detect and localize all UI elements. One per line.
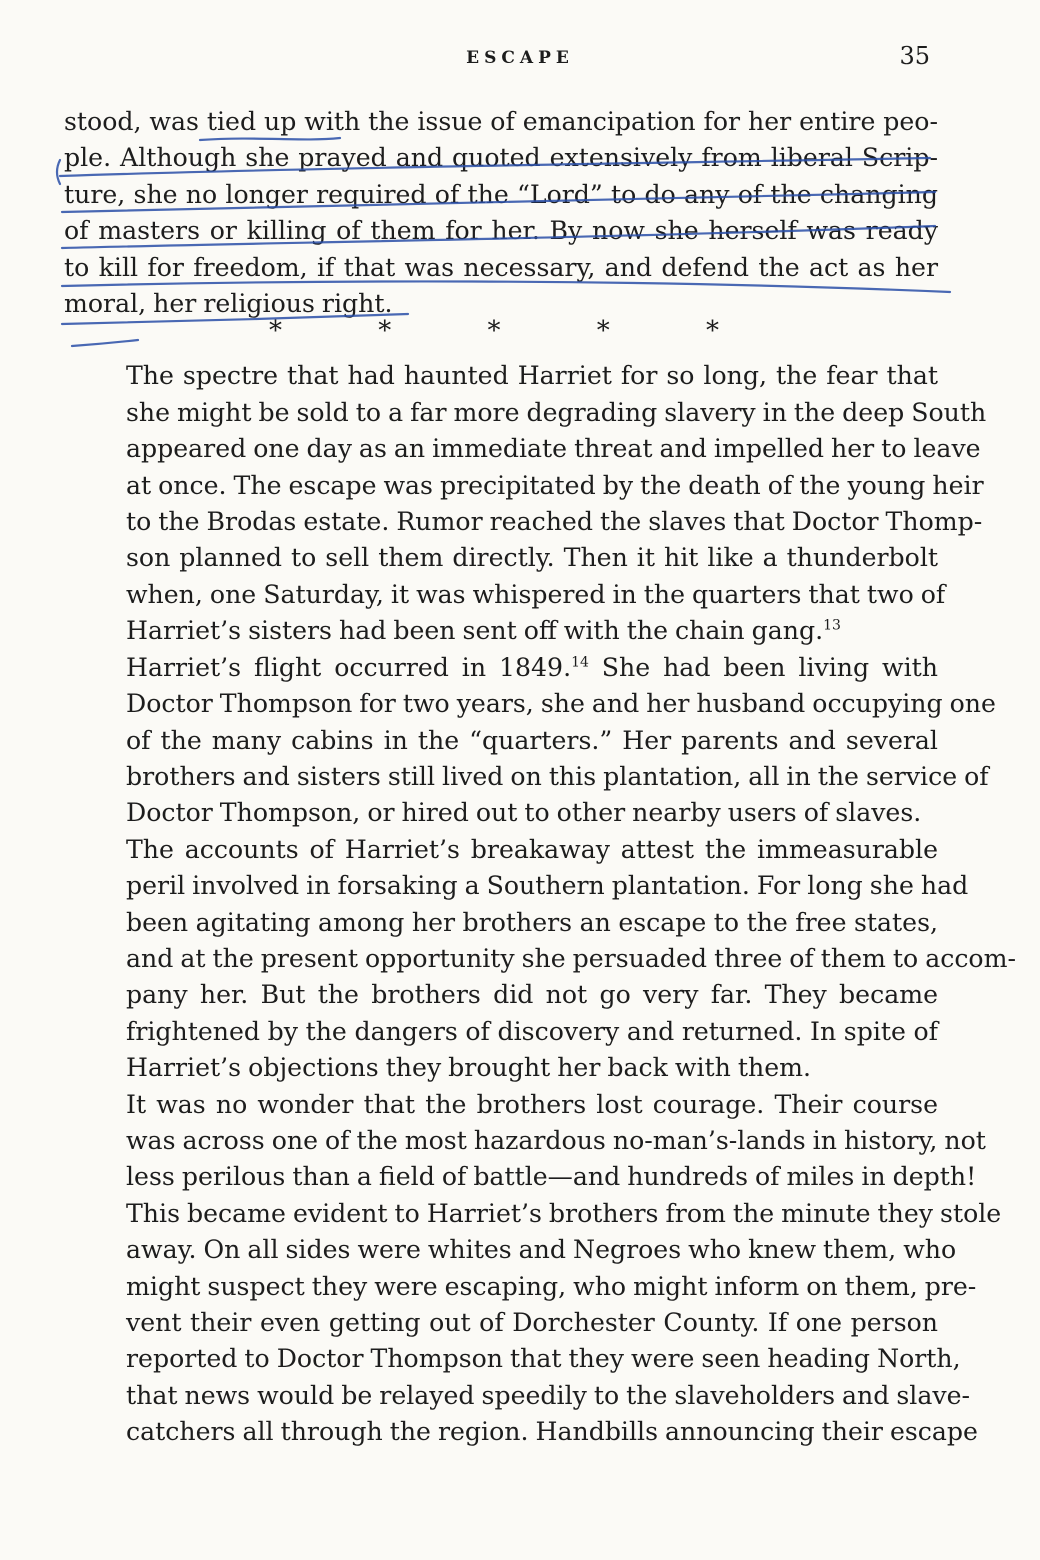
text-line: to kill for freedom, if that was necessary, and defend the act as her <box>64 252 938 282</box>
footnote-ref-14: 14 <box>571 654 589 671</box>
text-line: at once. The escape was precipitated by the death of the young heir <box>126 470 984 500</box>
text-line: pany her. But the brothers did not go very far. They became <box>126 980 938 1010</box>
text-line: It was no wonder that the brothers lost courage. Their course <box>126 1089 938 1119</box>
asterisk: * <box>487 316 501 347</box>
line-text: She had been living with <box>588 652 938 682</box>
paragraph-1 <box>64 104 938 322</box>
text-line: less perilous than a field of battle—and hundreds of miles in depth! <box>126 1162 977 1192</box>
text-line: The accounts of Harriet’s breakaway attest the immeasurable <box>126 834 938 864</box>
text-line <box>64 650 938 686</box>
asterisk: * <box>706 316 719 347</box>
text-line: This became evident to Harriet’s brothers from the minute they stole <box>126 1198 1002 1228</box>
paragraph-4 <box>64 832 1016 1087</box>
text-line <box>64 613 938 649</box>
text-line: and at the present opportunity she persuaded three of them to accom- <box>126 943 1016 973</box>
asterisk: * <box>269 316 282 347</box>
asterisk: * <box>596 316 610 347</box>
text-line: been agitating among her brothers an escape to the free states, <box>126 907 938 937</box>
line-text: Harriet’s flight occurred in 1849. <box>126 652 572 682</box>
text-line: Doctor Thompson for two years, she and her husband occupying one <box>126 689 996 719</box>
text-line: ture, she no longer required of the “Lord” to do any of the changing <box>64 179 938 209</box>
text-line: of masters or killing of them for her. By now she herself was ready <box>64 216 938 246</box>
text-line: stood, was tied up with the issue of emancipation for her entire peo- <box>64 107 938 136</box>
text-line: of the many cabins in the “quarters.” Her parents and several <box>126 725 938 755</box>
text-line: was across one of the most hazardous no-man’s-lands in history, not <box>126 1125 986 1155</box>
ink-bracket <box>57 160 60 184</box>
text-line: to the Brodas estate. Rumor reached the slaves that Doctor Thomp- <box>126 507 983 537</box>
text-line: Harriet’s objections they brought her back with them. <box>126 1053 811 1083</box>
text-line: when, one Saturday, it was whispered in the quarters that two of <box>126 579 946 609</box>
text-line: ple. Although she prayed and quoted extensively from liberal Scrip- <box>64 143 938 173</box>
text-line: catchers all through the region. Handbills announcing their escape <box>126 1417 978 1447</box>
text-line: peril involved in forsaking a Southern plantation. For long she had <box>126 871 969 901</box>
text-line: moral, her religious right. <box>64 289 393 319</box>
footnote-ref-13: 13 <box>823 617 841 634</box>
text-line: that news would be relayed speedily to the slaveholders and slave- <box>126 1380 971 1410</box>
text-line: son planned to sell them directly. Then it hit like a thunderbolt <box>126 543 938 573</box>
line-text: Harriet’s sisters had been sent off with the chain gang. <box>126 616 824 646</box>
section-break <box>269 316 719 356</box>
text-line: appeared one day as an immediate threat and impelled her to leave <box>126 434 981 464</box>
paragraph-2 <box>64 358 987 649</box>
running-head: ESCAPE <box>466 48 574 68</box>
page-number: 35 <box>899 42 930 70</box>
text-line: brothers and sisters still lived on this plantation, all in the service of <box>126 761 989 791</box>
text-line: might suspect they were escaping, who might inform on them, pre- <box>126 1271 977 1301</box>
text-line: The spectre that had haunted Harriet for so long, the fear that <box>126 361 938 391</box>
text-line: vent their even getting out of Dorchester County. If one person <box>126 1308 938 1337</box>
asterisk: * <box>378 316 392 347</box>
paragraph-3 <box>64 650 996 832</box>
text-line: she might be sold to a far more degrading slavery in the deep South <box>126 397 987 427</box>
paragraph-5 <box>64 1087 1002 1451</box>
text-line: Doctor Thompson, or hired out to other nearby users of slaves. <box>126 798 922 828</box>
text-line: reported to Doctor Thompson that they were seen heading North, <box>126 1344 961 1374</box>
body-text <box>64 104 1016 1451</box>
text-line: frightened by the dangers of discovery and returned. In spite of <box>126 1016 938 1046</box>
text-line: away. On all sides were whites and Negroes who knew them, who <box>126 1235 957 1265</box>
